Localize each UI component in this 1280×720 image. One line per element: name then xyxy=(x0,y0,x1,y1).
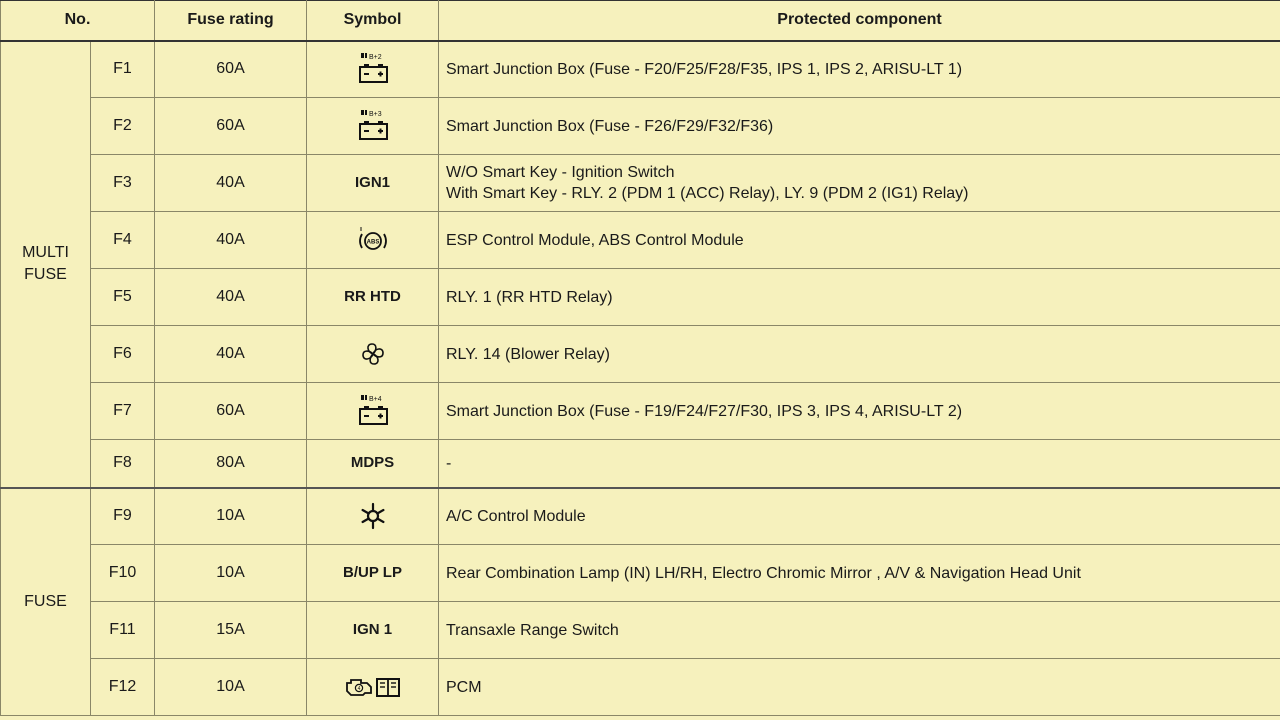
blower-fan-icon xyxy=(356,339,390,369)
header-protected-component: Protected component xyxy=(439,1,1280,41)
fuse-rating: 40A xyxy=(155,212,307,269)
group-label-line: MULTI xyxy=(22,244,69,261)
fuse-rating: 60A xyxy=(155,41,307,98)
battery-b3-icon xyxy=(353,109,393,143)
fuse-rating: 60A xyxy=(155,98,307,155)
engine-manual-icon xyxy=(341,673,405,701)
fuse-number: F11 xyxy=(91,602,155,659)
table-row xyxy=(1,212,1280,269)
fuse-number: F5 xyxy=(91,269,155,326)
fuse-rating: 40A xyxy=(155,269,307,326)
fuse-rating: 10A xyxy=(155,488,307,545)
header-symbol: Symbol xyxy=(307,1,439,41)
fuse-rating: 40A xyxy=(155,155,307,212)
fuse-number: F3 xyxy=(91,155,155,212)
protected-component: W/O Smart Key - Ignition Switch With Smart Key - RLY. 2 (PDM 1 (ACC) Relay), LY. 9 (PDM 2 (IG1) Relay) xyxy=(439,155,1280,212)
fuse-number: F10 xyxy=(91,545,155,602)
protected-component: PCM xyxy=(439,659,1280,716)
symbol-text: IGN 1 xyxy=(352,621,393,638)
protected-component: - xyxy=(439,440,1280,488)
battery-label: B+2 xyxy=(368,54,382,62)
fuse-rating: 10A xyxy=(155,659,307,716)
protected-component: A/C Control Module xyxy=(439,488,1280,545)
fuse-number: F2 xyxy=(91,98,155,155)
battery-label: B+3 xyxy=(368,111,382,118)
protected-component: RLY. 14 (Blower Relay) xyxy=(439,326,1280,383)
fuse-rating: 10A xyxy=(155,545,307,602)
battery-label: B+4 xyxy=(368,396,382,403)
protected-component: Smart Junction Box (Fuse - F20/F25/F28/F35, IPS 1, IPS 2, ARISU-LT 1) xyxy=(439,41,1280,98)
abs-icon xyxy=(353,223,393,257)
fuse-number: F1 xyxy=(91,41,155,98)
fuse-rating: 80A xyxy=(155,440,307,488)
table-row xyxy=(1,383,1280,440)
table-row xyxy=(1,98,1280,155)
fuse-rating: 40A xyxy=(155,326,307,383)
fuse-number: F7 xyxy=(91,383,155,440)
fuse-number: F4 xyxy=(91,212,155,269)
table-row xyxy=(1,269,1280,326)
fuse-number: F9 xyxy=(91,488,155,545)
header-row xyxy=(1,1,1280,41)
protected-component: ESP Control Module, ABS Control Module xyxy=(439,212,1280,269)
protected-component: Rear Combination Lamp (IN) LH/RH, Electro Chromic Mirror , A/V & Navigation Head Unit xyxy=(439,545,1280,602)
protected-component: Smart Junction Box (Fuse - F26/F29/F32/F36) xyxy=(439,98,1280,155)
group-multi-fuse xyxy=(1,41,91,488)
fuse-number: F12 xyxy=(91,659,155,716)
protected-component: Smart Junction Box (Fuse - F19/F24/F27/F30, IPS 3, IPS 4, ARISU-LT 2) xyxy=(439,383,1280,440)
group-fuse: FUSE xyxy=(1,488,91,716)
fuse-number: F8 xyxy=(91,440,155,488)
fuse-rating: 60A xyxy=(155,383,307,440)
protected-component: Transaxle Range Switch xyxy=(439,602,1280,659)
symbol-text: RR HTD xyxy=(344,288,401,305)
battery-b2-icon xyxy=(353,52,393,86)
table-row xyxy=(1,155,1280,212)
header-no: No. xyxy=(1,1,155,41)
table-row xyxy=(1,41,1280,98)
battery-b4-icon xyxy=(353,394,393,428)
table-row xyxy=(1,440,1280,488)
protected-component: RLY. 1 (RR HTD Relay) xyxy=(439,269,1280,326)
table-row xyxy=(1,659,1280,716)
abs-label: ABS xyxy=(366,239,379,246)
header-fuse-rating: Fuse rating xyxy=(155,1,307,41)
fuse-number: F6 xyxy=(91,326,155,383)
symbol-text: B/UP LP xyxy=(343,564,402,581)
fuse-rating: 15A xyxy=(155,602,307,659)
snowflake-ac-icon xyxy=(358,501,388,531)
symbol-text: IGN1 xyxy=(354,174,390,191)
symbol-text: MDPS xyxy=(350,454,395,472)
table-row xyxy=(1,545,1280,602)
table-row xyxy=(1,602,1280,659)
table-row xyxy=(1,488,1280,545)
group-label-line: FUSE xyxy=(24,266,67,283)
table-row xyxy=(1,326,1280,383)
engine-label: 4 xyxy=(357,686,360,692)
